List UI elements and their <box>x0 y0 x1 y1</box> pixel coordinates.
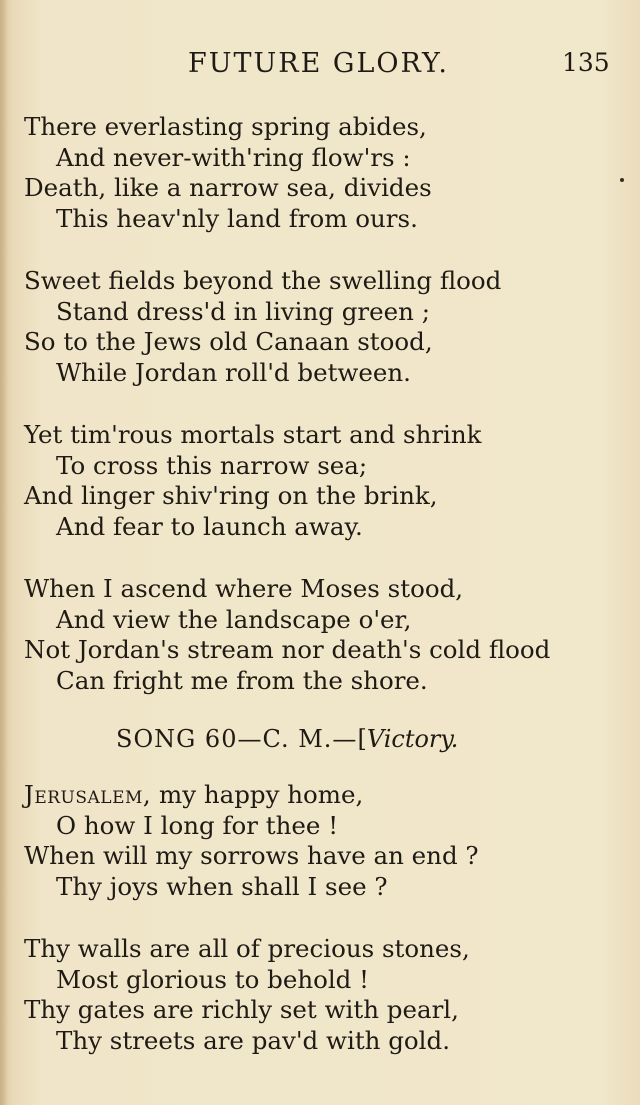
verse-line: Thy walls are all of precious stones, <box>24 934 470 963</box>
opening-line-rest: my happy home, <box>151 780 364 809</box>
verse-line: Thy joys when shall I see ? <box>56 871 388 901</box>
song-stanza-1 <box>24 780 624 902</box>
stanza-3 <box>24 420 624 542</box>
spine-shadow <box>0 0 8 1105</box>
song-heading <box>116 724 624 754</box>
verse-line: O how I long for thee ! <box>56 810 339 840</box>
verse-line: Death, like a narrow sea, divides <box>24 173 432 202</box>
tune-name: Victory. <box>366 725 459 753</box>
stanza-4 <box>24 574 624 696</box>
opening-word: Jerusalem, <box>24 780 152 809</box>
page-header <box>0 48 640 84</box>
stanza-1 <box>24 112 624 234</box>
verse-line: Most glorious to behold ! <box>56 964 369 994</box>
verse-line: So to the Jews old Canaan stood, <box>24 327 433 356</box>
verse-line: When I ascend where Moses stood, <box>24 574 464 603</box>
verse-line: And fear to launch away. <box>56 511 363 541</box>
verse-line: And never-with'ring flow'rs : <box>56 142 411 172</box>
verse-line: While Jordan roll'd between. <box>56 357 411 387</box>
verse-line: Sweet fields beyond the swelling flood <box>24 266 502 295</box>
verse-line: Yet tim'rous mortals start and shrink <box>24 420 482 449</box>
verse-line: Not Jordan's stream nor death's cold flood <box>24 635 551 664</box>
hymn-text <box>24 112 624 1088</box>
verse-line: Can fright me from the shore. <box>56 665 428 695</box>
verse-line: Stand dress'd in living green ; <box>56 296 430 326</box>
verse-line: To cross this narrow sea; <box>56 450 368 480</box>
stanza-2 <box>24 266 624 388</box>
song-stanza-2 <box>24 934 624 1056</box>
verse-line: And view the landscape o'er, <box>56 604 412 634</box>
verse-line: Thy streets are pav'd with gold. <box>56 1025 450 1055</box>
page-number: 135 <box>562 48 610 77</box>
verse-line: When will my sorrows have an end ? <box>24 841 479 870</box>
song-number-meter: SONG 60—C. M.— <box>116 725 358 753</box>
tune-bracket: [ <box>357 725 367 753</box>
verse-line: And linger shiv'ring on the brink, <box>24 481 438 510</box>
verse-line <box>24 780 624 811</box>
verse-line: Thy gates are richly set with pearl, <box>24 995 459 1024</box>
verse-line: This heav'nly land from ours. <box>56 203 418 233</box>
verse-line: There everlasting spring abides, <box>24 112 427 141</box>
running-title: FUTURE GLORY. <box>188 48 449 79</box>
